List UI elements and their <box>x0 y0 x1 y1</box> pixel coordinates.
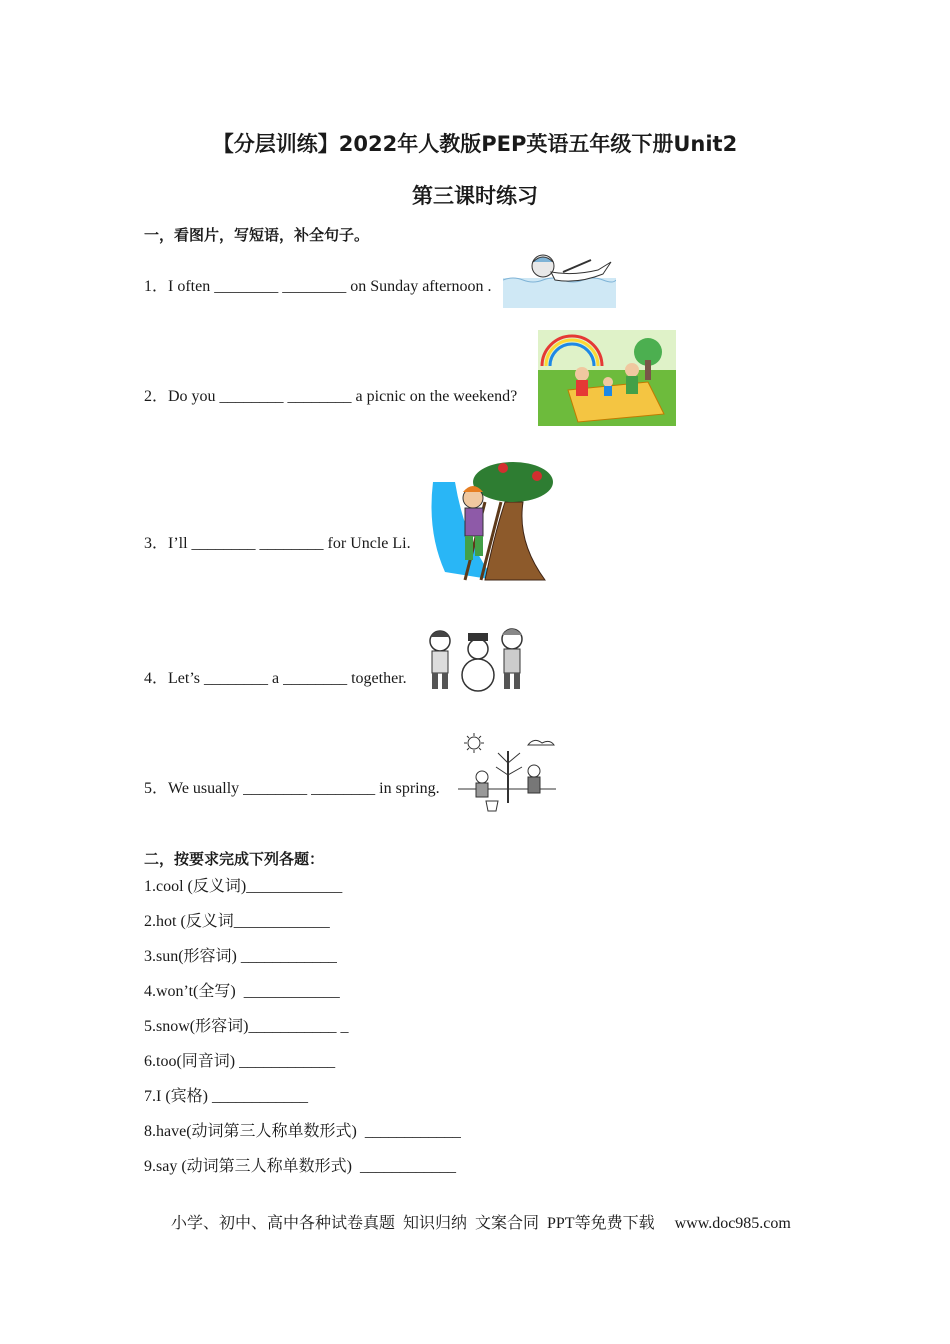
girl-picking-apples-icon <box>425 462 553 587</box>
kids-planting-trees-icon <box>458 733 556 815</box>
question-1: 1．I often ________ ________ on Sunday afternoon . <box>144 278 492 295</box>
item-1: 1.cool (反义词)____________ <box>144 878 343 895</box>
item-4: 4.won’t(全写) ____________ <box>144 983 340 1000</box>
picnic-family-icon <box>538 330 676 426</box>
item-5: 5.snow(形容词)___________ _ <box>144 1018 349 1035</box>
section2-heading: 二，按要求完成下列各题： <box>144 850 325 868</box>
footer-url[interactable]: www.doc985.com <box>674 1215 791 1232</box>
footer-left: 小学、初中、高中各种试卷真题 知识归纳 文案合同 PPT等免费下载 <box>171 1215 655 1232</box>
question-5: 5．We usually ________ ________ in spring. <box>144 780 440 797</box>
item-7: 7.I (宾格) ____________ <box>144 1088 308 1105</box>
kids-building-snowman-icon <box>420 623 530 693</box>
question-4: 4．Let’s ________ a ________ together. <box>144 670 407 687</box>
footer-text <box>163 1192 791 1233</box>
item-9: 9.say (动词第三人称单数形式) ____________ <box>144 1158 456 1175</box>
page-title-line2: 第三课时练习 <box>412 184 538 208</box>
item-6: 6.too(同音词) ____________ <box>144 1053 336 1070</box>
question-2: 2．Do you ________ ________ a picnic on the weekend? <box>144 388 518 405</box>
item-2: 2.hot (反义词____________ <box>144 913 330 930</box>
section1-heading: 一，看图片，写短语，补全句子。 <box>144 226 370 244</box>
question-3: 3．I’ll ________ ________ for Uncle Li. <box>144 535 411 552</box>
swimming-girl-icon <box>503 250 616 308</box>
item-3: 3.sun(形容词) ____________ <box>144 948 337 965</box>
page-title-line1: 【分层训练】2022年人教版PEP英语五年级下册Unit2 <box>212 132 738 156</box>
item-8: 8.have(动词第三人称单数形式) ____________ <box>144 1123 461 1140</box>
